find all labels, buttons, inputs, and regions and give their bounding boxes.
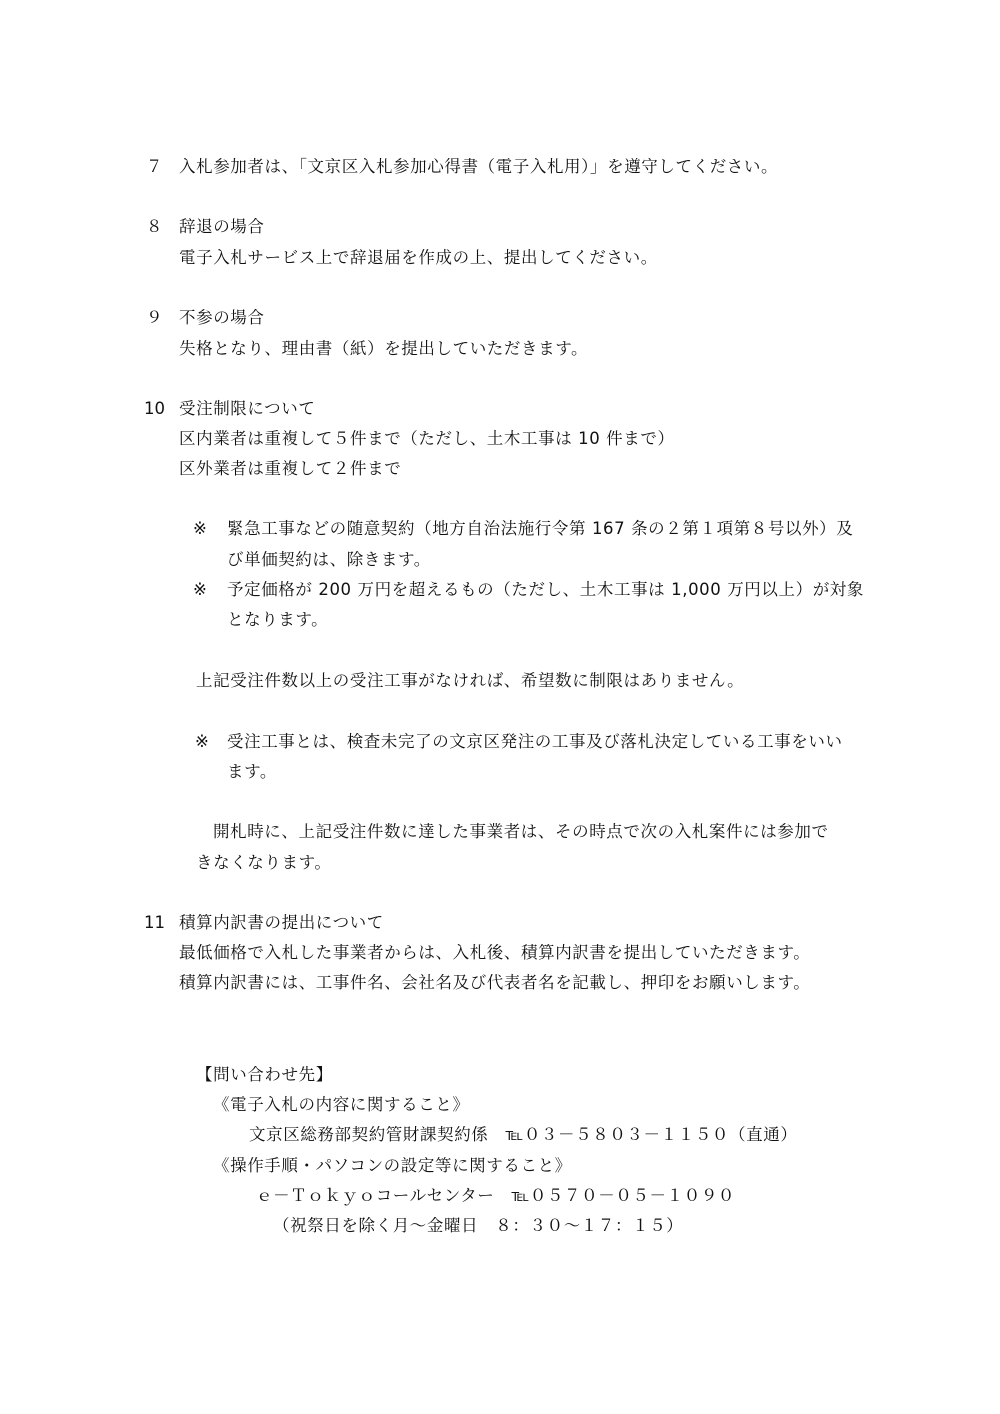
section-title: 不参の場合 <box>179 308 265 327</box>
note-mark: ※ <box>195 732 209 751</box>
paragraph-line: 開札時に、上記受注件数に達した事業者は、その時点で次の入札案件には参加で <box>213 822 829 841</box>
section-number: ８ <box>146 217 163 236</box>
note-mark: ※ <box>193 580 207 599</box>
note-line: ます。 <box>227 762 277 781</box>
note-mark: ※ <box>193 519 207 538</box>
operation-inquiry-heading: 《操作手順・パソコンの設定等に関すること》 <box>213 1156 572 1175</box>
section-body-line: 電子入札サービス上で辞退届を作成の上、提出してください。 <box>179 248 658 267</box>
operation-inquiry-contact: ｅ－Ｔｏｋｙｏコールセンター ℡０５７０－０５－１０９０ <box>256 1186 736 1205</box>
paragraph-line: きなくなります。 <box>196 853 332 872</box>
section-title: 入札参加者は、「文京区入札参加心得書（電子入札用）」を遵守してください。 <box>179 157 779 176</box>
section-body-line: 区外業者は重複して２件まで <box>179 459 402 478</box>
content-inquiry-contact: 文京区総務部契約管財課契約係 ℡０３－５８０３－１１５０（直通） <box>249 1125 798 1144</box>
section-body-line: 失格となり、理由書（紙）を提出していただきます。 <box>179 339 589 358</box>
section-title: 辞退の場合 <box>179 217 265 236</box>
note-line: 予定価格が 200 万円を超えるもの（ただし、土木工事は 1,000 万円以上）が対象 <box>227 580 865 599</box>
section-number: ７ <box>146 157 163 176</box>
note-line: び単価契約は、除きます。 <box>227 550 431 569</box>
section-number: 10 <box>144 399 165 418</box>
limit-statement: 上記受注件数以上の受注工事がなければ、希望数に制限はありません。 <box>196 671 745 690</box>
section-body-line: 積算内訳書には、工事件名、会社名及び代表者名を記載し、押印をお願いします。 <box>179 973 811 992</box>
section-body-line: 最低価格で入札した事業者からは、入札後、積算内訳書を提出していただきます。 <box>179 943 811 962</box>
section-number: ９ <box>146 308 163 327</box>
section-number: 11 <box>144 913 165 932</box>
contact-heading: 【問い合わせ先】 <box>196 1065 333 1084</box>
section-title: 積算内訳書の提出について <box>179 913 384 932</box>
content-inquiry-heading: 《電子入札の内容に関すること》 <box>213 1095 470 1114</box>
section-title: 受注制限について <box>179 399 316 418</box>
note-line: 緊急工事などの随意契約（地方自治法施行令第 167 条の２第１項第８号以外）及 <box>227 519 854 538</box>
note-line: 受注工事とは、検査未完了の文京区発注の工事及び落札決定している工事をいい <box>227 732 843 751</box>
note-line: となります。 <box>227 610 329 629</box>
call-center-hours: （祝祭日を除く月～金曜日 ８：３０～１７：１５） <box>273 1216 684 1235</box>
section-body-line: 区内業者は重複して５件まで（ただし、土木工事は 10 件まで） <box>179 429 675 448</box>
